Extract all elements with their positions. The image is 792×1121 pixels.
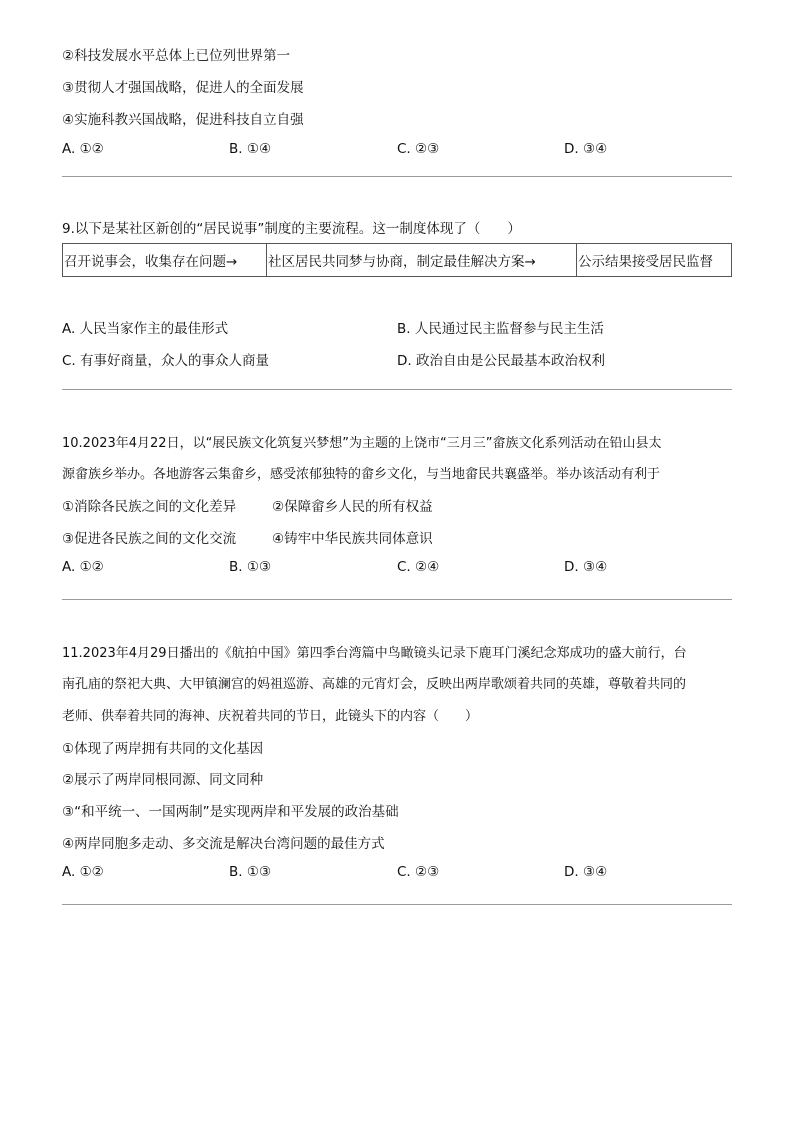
q9-option-c: C. 有事好商量，众人的事众人商量 <box>62 353 270 369</box>
q8-item-3: ③贯彻人才强国战略，促进人的全面发展 <box>62 80 304 96</box>
q8-option-a: A. ①② <box>62 141 104 157</box>
q11-stem-line-2: 南孔庙的祭祀大典、大甲镇澜宫的妈祖巡游、高雄的元宵灯会，反映出两岸歌颂着共同的英雄，尊敬着共同的 <box>62 677 687 692</box>
q11-stem-line-1: 11.2023年4月29日播出的《航拍中国》第四季台湾篇中鸟瞰镜头记录下鹿耳门溪纪念郑成功的盛大前行，台 <box>62 646 687 661</box>
q10-item-2: ②保障畲乡人民的所有权益 <box>272 499 433 515</box>
divider <box>62 176 732 177</box>
q10-option-d: D. ③④ <box>564 559 608 575</box>
q10-item-4: ④铸牢中华民族共同体意识 <box>272 531 433 547</box>
q9-flow-step-1: 召开说事会，收集存在问题→ <box>64 254 238 270</box>
q9-option-a: A. 人民当家作主的最佳形式 <box>62 321 229 337</box>
q10-option-b: B. ①③ <box>229 559 272 575</box>
q9-flow-table <box>62 243 732 277</box>
q11-item-1: ①体现了两岸拥有共同的文化基因 <box>62 741 264 757</box>
q11-item-4: ④两岸同胞多走动、多交流是解决台湾问题的最佳方式 <box>62 836 385 852</box>
q10-item-3: ③促进各民族之间的文化交流 <box>62 531 237 547</box>
q10-stem-line-1: 10.2023年4月22日，以“展民族文化筑复兴梦想”为主题的上饶市“三月三”畲族文化系列活动在铅山县太 <box>62 436 662 451</box>
q11-option-b: B. ①③ <box>229 864 272 880</box>
q8-option-c: C. ②③ <box>397 141 440 157</box>
divider <box>62 599 732 600</box>
q11-option-a: A. ①② <box>62 864 104 880</box>
q8-item-4: ④实施科教兴国战略，促进科技自立自强 <box>62 112 304 128</box>
q11-item-2: ②展示了两岸同根同源、同文同种 <box>62 772 264 788</box>
q10-item-1: ①消除各民族之间的文化差异 <box>62 499 237 515</box>
q10-stem-line-2: 源畲族乡举办。各地游客云集畲乡，感受浓郁独特的畲乡文化，与当地畲民共襄盛举。举办该活动有利于 <box>62 467 661 482</box>
q9-flow-step-2: 社区居民共同梦与协商，制定最佳解决方案→ <box>266 244 576 276</box>
q9-option-b: B. 人民通过民主监督参与民主生活 <box>397 321 604 337</box>
q10-option-c: C. ②④ <box>397 559 440 575</box>
q11-stem-line-3: 老师、供奉着共同的海神、庆祝着共同的节日，此镜头下的内容（ ） <box>62 709 479 724</box>
q11-item-3: ③“和平统一、一国两制”是实现两岸和平发展的政治基础 <box>62 804 399 820</box>
q8-option-b: B. ①④ <box>229 141 272 157</box>
q11-option-d: D. ③④ <box>564 864 608 880</box>
q9-flow-step-3: 公示结果接受居民监督 <box>576 244 731 276</box>
q8-item-2: ②科技发展水平总体上已位列世界第一 <box>62 48 291 64</box>
q11-option-c: C. ②③ <box>397 864 440 880</box>
q9-stem: 9.以下是某社区新创的“居民说事”制度的主要流程。这一制度体现了（ ） <box>62 221 521 237</box>
q9-option-d: D. 政治自由是公民最基本政治权利 <box>397 353 605 369</box>
q10-option-a: A. ①② <box>62 559 104 575</box>
divider <box>62 904 732 905</box>
q8-option-d: D. ③④ <box>564 141 608 157</box>
divider <box>62 389 732 390</box>
